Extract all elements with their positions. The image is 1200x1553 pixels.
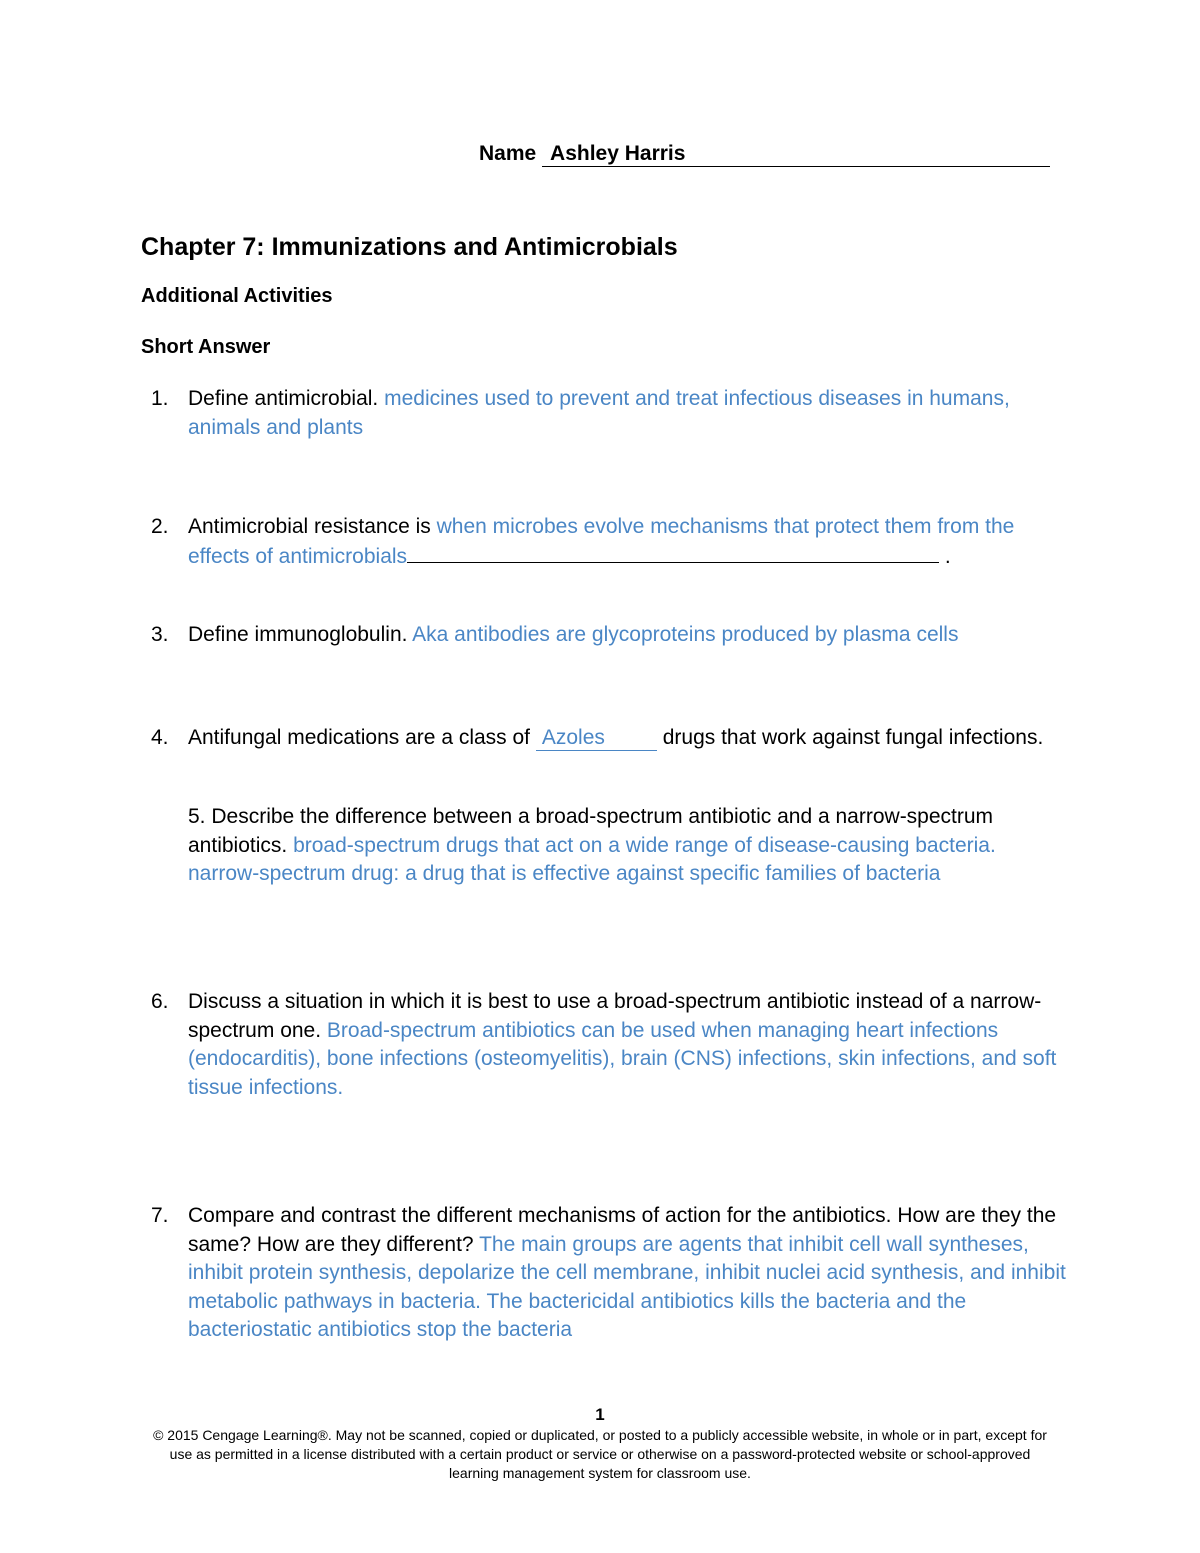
short-answer-heading: Short Answer [141, 336, 271, 358]
question-3 [151, 621, 1071, 650]
question-1 [151, 385, 1071, 442]
question-prompt: Compare and contrast the different mechanisms of action for the antibiotics. How are they the same? How are they different? [188, 1204, 1057, 1256]
question-4 [151, 724, 1071, 753]
page-number: 1 [595, 1405, 605, 1424]
question-5 [188, 803, 1038, 889]
question-number: 1. [151, 387, 169, 410]
question-number: 3. [151, 623, 169, 646]
question-2 [151, 513, 1071, 571]
question-number: 5. [188, 805, 206, 828]
chapter-title: Chapter 7: Immunizations and Antimicrobials [141, 233, 678, 261]
question-trailing: . [939, 544, 951, 568]
question-number: 4. [151, 726, 169, 749]
additional-activities-heading: Additional Activities [141, 285, 333, 307]
name-line [479, 142, 1050, 167]
question-answer: broad-spectrum drugs that act on a wide range of disease-causing bacteria. narrow-spectrum drug: a drug that is effective against specific families of bacteria [188, 833, 996, 885]
question-answer: Azoles [536, 726, 657, 751]
question-number: 2. [151, 515, 169, 538]
question-prompt: Define antimicrobial. [188, 387, 385, 410]
question-prompt: Antimicrobial resistance is [188, 515, 437, 538]
name-label: Name [479, 142, 537, 165]
question-answer: when microbes evolve mechanisms that protect them from the effects of antimicrobials [188, 515, 1015, 568]
question-prompt: Discuss a situation in which it is best to use a broad-spectrum antibiotic instead of a narrow-spectrum one. [188, 990, 1042, 1042]
question-answer: Aka antibodies are glycoproteins produced by plasma cells [412, 623, 959, 646]
question-answer: The main groups are agents that inhibit cell wall syntheses, inhibit protein synthesis, depolarize the cell membrane, inhibit nuclei acid synthesis, and inhibit metabolic pathways in bacteria. The bactericidal antibiotics kills the bacteria and the bacteriostatic antibiotics stop the bacteria [188, 1232, 1066, 1341]
question-prompt: Define immunoglobulin. [188, 623, 413, 646]
answer-blank-line [407, 542, 939, 563]
question-6 [151, 988, 1071, 1102]
question-number: 6. [151, 990, 169, 1013]
question-7 [151, 1202, 1071, 1345]
question-answer: medicines used to prevent and treat infectious diseases in humans, animals and plants [188, 387, 1010, 439]
question-prompt: Describe the difference between a broad-spectrum antibiotic and a narrow-spectrum antibiotics. [188, 805, 994, 857]
question-prompt-before: Antifungal medications are a class of [188, 726, 536, 749]
name-value: Ashley Harris [542, 142, 1050, 167]
question-number: 7. [151, 1204, 169, 1227]
page-footer [150, 1405, 1050, 1483]
question-prompt-after: drugs that work against fungal infections. [656, 726, 1044, 749]
copyright-notice: © 2015 Cengage Learning®. May not be scanned, copied or duplicated, or posted to a publicly accessible website, in whole or in part, except for use as permitted in a license distributed with a certain product or service or otherwise on a password-protected website or school-approved learning management system for classroom use. [153, 1427, 1047, 1481]
question-answer: Broad-spectrum antibiotics can be used when managing heart infections (endocarditis), bone infections (osteomyelitis), brain (CNS) infections, skin infections, and soft tissue infections. [188, 1018, 1057, 1099]
